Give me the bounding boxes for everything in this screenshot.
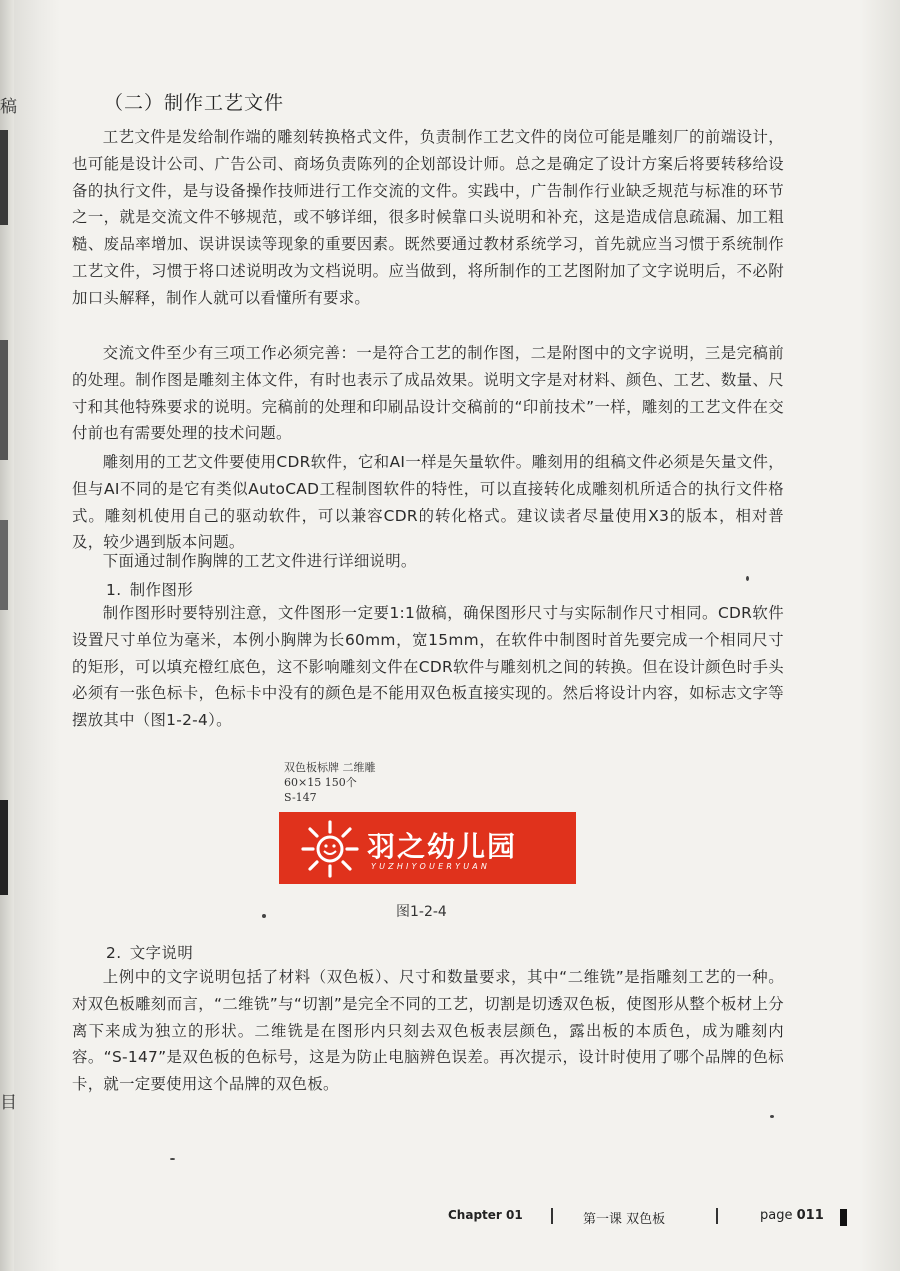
figure-spec-line: 60×15 150个 bbox=[284, 776, 357, 789]
subheading-1 bbox=[106, 578, 193, 600]
footer-page bbox=[760, 1208, 824, 1230]
footer-divider bbox=[716, 1208, 718, 1224]
footer-page-prefix: page bbox=[760, 1208, 793, 1223]
section-title: （二）制作工艺文件 bbox=[104, 92, 285, 114]
figure-label: 图1-2-4 bbox=[396, 904, 447, 920]
paragraph-sub1: 制作图形时要特别注意，文件图形一定要1:1做稿，确保图形尺寸与实际制作尺寸相同。CDR软件设置尺寸单位为毫米，本例小胸牌为长60mm，宽15mm，在软件中制图时首先要完成一个相同尺寸的矩形，可以填充橙红底色，这不影响雕刻文件在CDR软件与雕刻机之间的转换。但在设计颜色时手头必须有一张色标卡，色标卡中没有的颜色是不能用双色板直接实现的。然后将设计内容，如标志文字等摆放其中（图1-2-4）。 bbox=[72, 604, 784, 730]
figure-spec-line: S-147 bbox=[284, 791, 317, 804]
edge-mark bbox=[0, 520, 8, 610]
scan-speck bbox=[170, 1158, 175, 1160]
paragraph-1: 工艺文件是发给制作端的雕刻转换格式文件，负责制作工艺文件的岗位可能是雕刻厂的前端设计，也可能是设计公司、广告公司、商场负责陈列的企划部设计师。总之是确定了设计方案后将要转移给设备的执行文件，是与设备操作技师进行工作交流的文件。实践中，广告制作行业缺乏规范与标准的环节之一，就是交流文件不够规范，或不够详细，很多时候靠口头说明和补充，这是造成信息疏漏、加工粗糙、废品率增加、误讲误读等现象的重要因素。既然要通过教材系统学习，首先就应当习惯于系统制作工艺文件，习惯于将口述说明改为文档说明。应当做到，将所制作的工艺图附加了文字说明后，不必附加口头解释，制作人就可以看懂所有要求。 bbox=[72, 128, 784, 307]
footer-lesson: 第一课 双色板 bbox=[583, 1212, 666, 1227]
subheading-2 bbox=[106, 941, 193, 963]
footer-bar bbox=[840, 1209, 847, 1226]
edge-char-bottom: 目 bbox=[0, 1093, 17, 1113]
edge-mark bbox=[0, 340, 8, 460]
footer-divider bbox=[551, 1208, 553, 1224]
edge-mark bbox=[0, 130, 8, 225]
figure-spec-text bbox=[284, 760, 376, 805]
paragraph-3: 雕刻用的工艺文件要使用CDR软件，它和AI一样是矢量软件。雕刻用的组稿文件必须是矢量文件，但与AI不同的是它有类似AutoCAD工程制图软件的特性，可以直接转化成雕刻机所适合的执行文件格式。雕刻机使用自己的驱动软件，可以兼容CDR的转化格式。建议读者尽量使用X3的版本，相对普及，较少遇到版本问题。 bbox=[72, 453, 784, 552]
paragraph-4: 下面通过制作胸牌的工艺文件进行详细说明。 bbox=[102, 552, 417, 570]
footer-page-number: 011 bbox=[796, 1208, 824, 1223]
scan-speck bbox=[746, 576, 749, 581]
logo-text: 羽之幼儿园 bbox=[367, 830, 518, 863]
subheading-title: 文字说明 bbox=[129, 944, 194, 962]
subheading-number: 2. bbox=[106, 944, 122, 962]
paragraph-2: 交流文件至少有三项工作必须完善：一是符合工艺的制作图，二是附图中的文字说明，三是完稿前的处理。制作图是雕刻主体文件，有时也表示了成品效果。说明文字是对材料、颜色、工艺、数量、尺寸和其他特殊要求的说明。完稿前的处理和印刷品设计交稿前的“印前技术”一样，雕刻的工艺文件在交付前也有需要处理的技术问题。 bbox=[72, 344, 784, 443]
paragraph-sub2: 上例中的文字说明包括了材料（双色板）、尺寸和数量要求，其中“二维铣”是指雕刻工艺的一种。对双色板雕刻而言，“二维铣”与“切割”是完全不同的工艺，切割是切透双色板，使图形从整个板材上分离下来成为独立的形状。二维铣是在图形内只刻去双色板表层颜色，露出板的本质色，成为雕刻内容。“S-147”是双色板的色标号，这是为防止电脑辨色误差。再次提示，设计时使用了哪个品牌的色标卡，就一定要使用这个品牌的双色板。 bbox=[72, 968, 784, 1094]
scan-speck bbox=[262, 914, 266, 918]
subheading-title: 制作图形 bbox=[129, 581, 194, 599]
footer-chapter: Chapter 01 bbox=[448, 1208, 523, 1222]
edge-mark bbox=[0, 800, 8, 895]
badge-plate-figure bbox=[279, 812, 576, 884]
scan-speck bbox=[770, 1115, 774, 1118]
logo-pinyin: YUZHIYOUERYUAN bbox=[371, 862, 491, 871]
sun-logo-icon bbox=[299, 818, 361, 878]
figure-spec-line: 双色板标牌 二维雕 bbox=[284, 761, 376, 774]
edge-char-top: 稿 bbox=[0, 97, 17, 117]
subheading-number: 1. bbox=[106, 581, 122, 599]
